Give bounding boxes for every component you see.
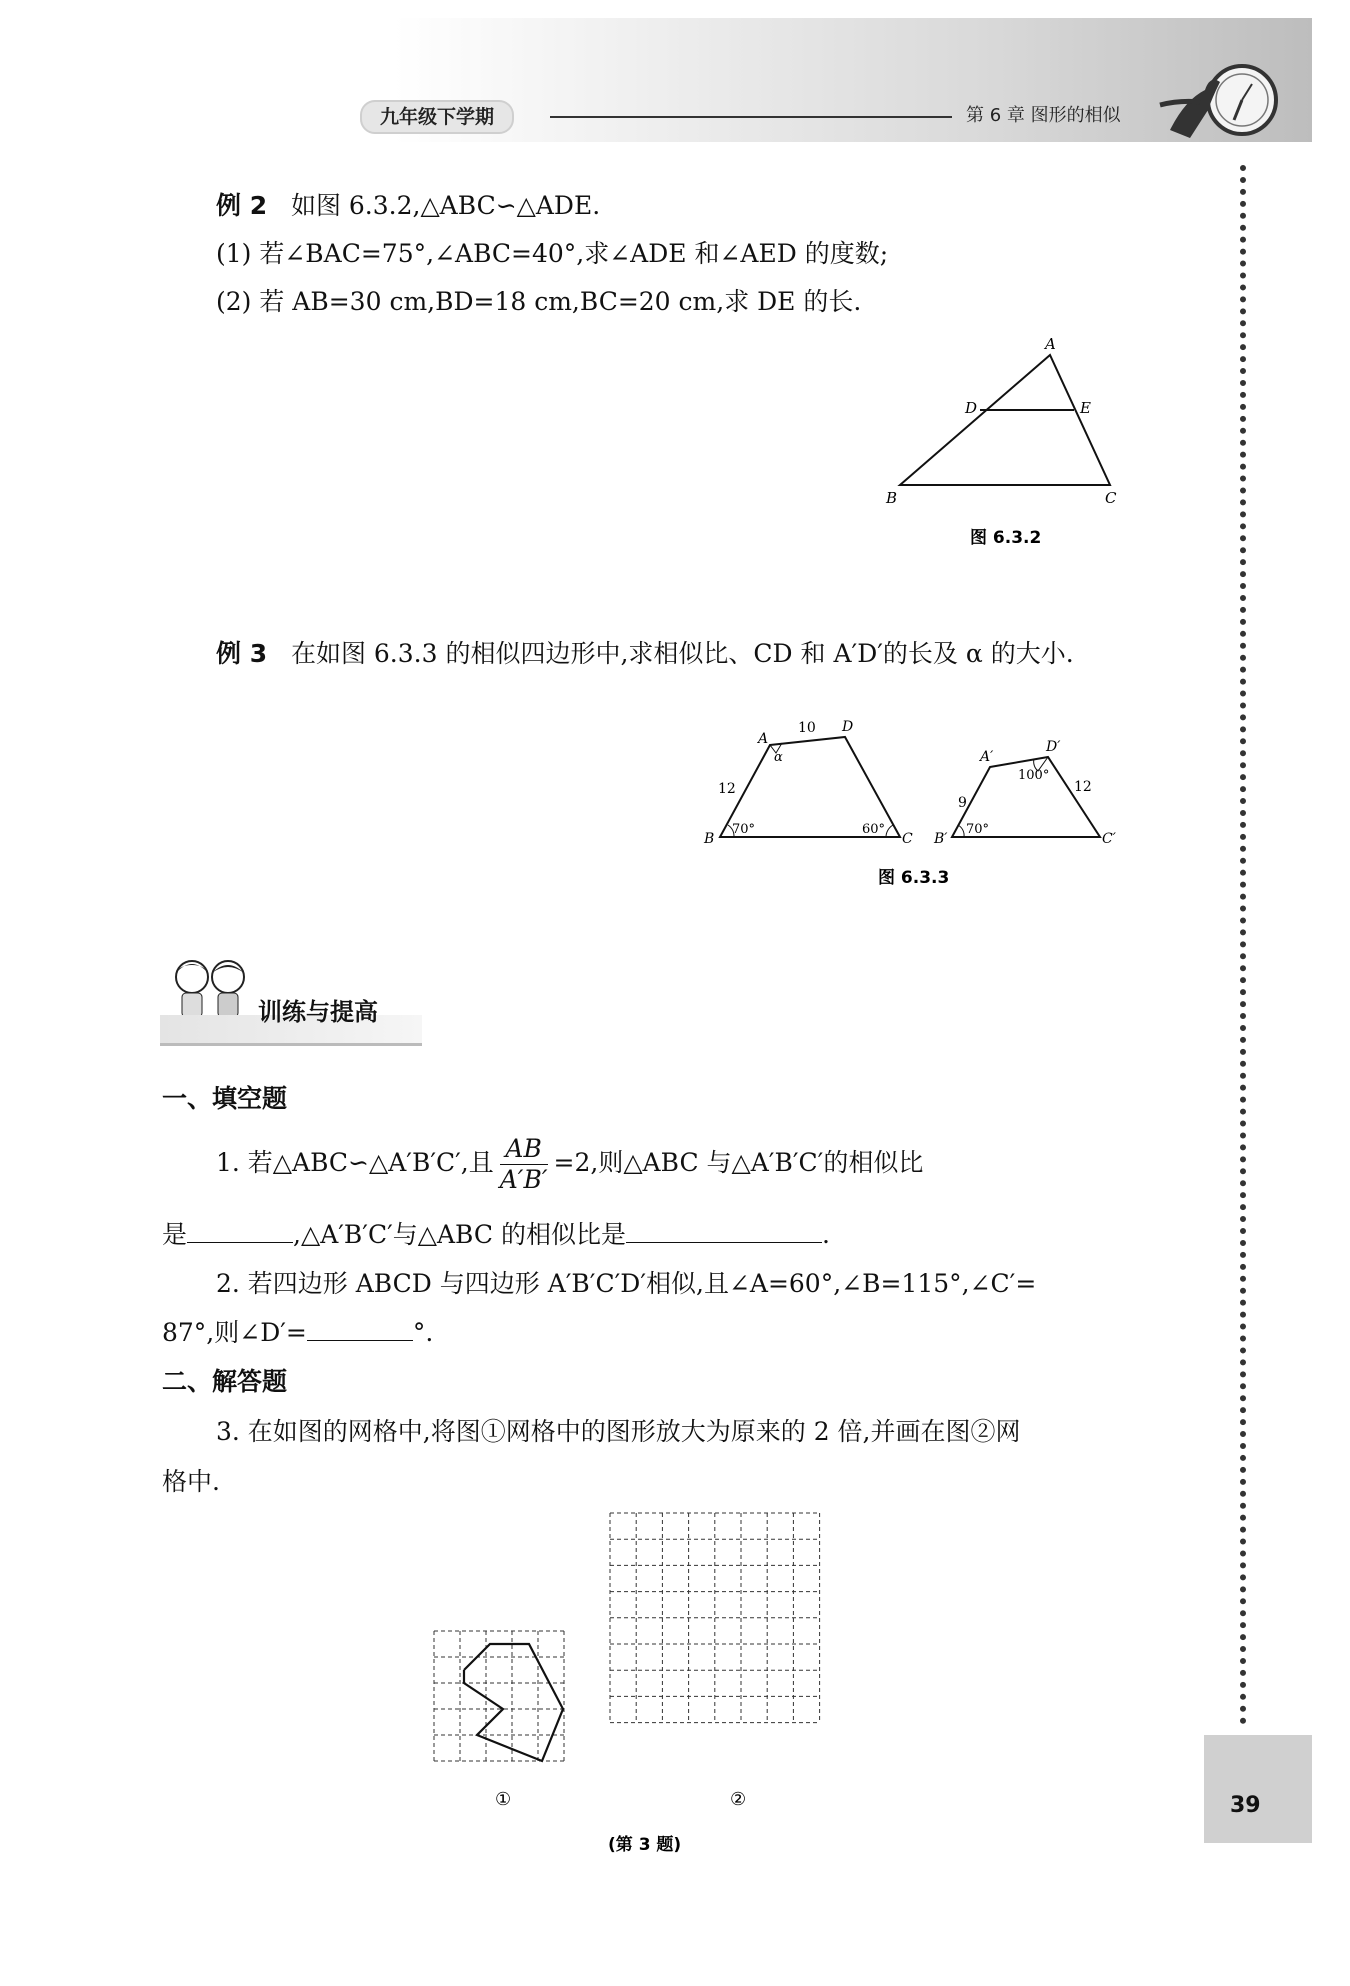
quad1-side-ad: 10 — [798, 720, 816, 736]
compass-runner-icon — [1150, 60, 1280, 145]
q1-part-a: 1. 若△ABC∽△A′B′C′,且 — [216, 1148, 494, 1177]
q1-line2-b: ,△A′B′C′与△ABC 的相似比是 — [293, 1220, 626, 1249]
q1-part-b: =2,则△ABC 与△A′B′C′的相似比 — [553, 1148, 924, 1177]
figure-6-3-2-caption: 图 6.3.2 — [970, 528, 1042, 548]
example3-line — [216, 638, 1074, 670]
quad1-label-c: C — [902, 831, 913, 847]
chapter-label: 第 6 章 图形的相似 — [966, 105, 1121, 126]
quad2-side-ab: 9 — [958, 795, 967, 811]
quad2-label-d: D′ — [1046, 739, 1061, 755]
quad1-alpha: α — [774, 750, 783, 765]
q2-blank[interactable] — [307, 1316, 413, 1341]
grid-1 — [434, 1631, 564, 1761]
quad2-label-a: A′ — [980, 749, 994, 765]
q1-line2-a: 是 — [162, 1220, 188, 1249]
grid1-label: ① — [495, 1789, 512, 1810]
angle-b-prime-mark — [958, 825, 964, 837]
q1-fraction — [500, 1134, 548, 1195]
q1-blank-2[interactable] — [626, 1218, 822, 1243]
angle-c-mark — [886, 825, 893, 837]
label-a: A — [1045, 335, 1056, 353]
quad2-side-dc: 12 — [1074, 779, 1092, 795]
quad2-angle-d: 100° — [1018, 768, 1050, 783]
q1-line1 — [216, 1133, 923, 1193]
q3-caption: (第 3 题) — [608, 1835, 682, 1855]
q1-line2 — [162, 1218, 830, 1251]
triangle-abc — [900, 355, 1110, 485]
page-number-tab — [1204, 1735, 1312, 1843]
example2-question1: (1) 若∠BAC=75°,∠ABC=40°,求∠ADE 和∠AED 的度数; — [216, 239, 889, 268]
grid-2 — [610, 1513, 820, 1723]
q1-frac-num: AB — [505, 1134, 542, 1163]
q3-line2: 格中. — [162, 1467, 220, 1496]
quad1-side-ab: 12 — [718, 781, 736, 797]
example2-label: 例 2 — [216, 191, 268, 220]
quad2-label-c: C′ — [1102, 831, 1116, 847]
label-b: B — [886, 489, 898, 507]
q1-line2-c: . — [821, 1220, 830, 1249]
figure-6-3-3-caption: 图 6.3.3 — [878, 868, 950, 888]
quad2-label-b: B′ — [934, 831, 948, 847]
q2-line2-a: 87°,则∠D′= — [162, 1318, 307, 1347]
example3-label: 例 3 — [216, 639, 268, 668]
q3-line1: 3. 在如图的网格中,将图①网格中的图形放大为原来的 2 倍,并画在图②网 — [216, 1417, 1021, 1446]
figure-6-3-3 — [690, 705, 1130, 895]
training-title: 训练与提高 — [258, 998, 378, 1026]
margin-dotted-rule — [1240, 165, 1246, 1725]
label-d: D — [965, 399, 978, 417]
q1-frac-den: A′B′ — [499, 1165, 548, 1194]
example2-intro-line — [216, 190, 600, 222]
example3-text: 在如图 6.3.3 的相似四边形中,求相似比、CD 和 A′D′的长及 α 的大小. — [290, 639, 1074, 668]
quad1-angle-c: 60° — [862, 822, 886, 837]
section2-title: 二、解答题 — [162, 1367, 288, 1396]
quad1-label-a: A — [758, 731, 769, 747]
q2-line2-b: °. — [412, 1318, 434, 1347]
quad1-label-b: B — [704, 831, 715, 847]
quad2-angle-b: 70° — [966, 822, 990, 837]
grid1-shape — [464, 1644, 563, 1761]
q2-line1: 2. 若四边形 ABCD 与四边形 A′B′C′D′相似,且∠A=60°,∠B=115°,∠C′= — [216, 1269, 1037, 1298]
grade-label: 九年级下学期 — [360, 100, 514, 134]
section1-title: 一、填空题 — [162, 1084, 288, 1113]
grid2-label: ② — [730, 1789, 747, 1810]
q2-line2 — [162, 1316, 433, 1349]
label-e: E — [1080, 399, 1091, 417]
q3-figure — [430, 1505, 890, 1865]
quad1-angle-b: 70° — [732, 822, 756, 837]
example2-intro: 如图 6.3.2,△ABC∽△ADE. — [290, 191, 601, 220]
figure-6-3-2 — [880, 335, 1140, 555]
example2-question2: (2) 若 AB=30 cm,BD=18 cm,BC=20 cm,求 DE 的长. — [216, 287, 862, 316]
page-number: 39 — [1230, 1793, 1261, 1818]
label-c: C — [1105, 489, 1117, 507]
q1-blank-1[interactable] — [187, 1218, 293, 1243]
header-rule — [550, 116, 952, 118]
quad1-label-d: D — [842, 719, 854, 735]
